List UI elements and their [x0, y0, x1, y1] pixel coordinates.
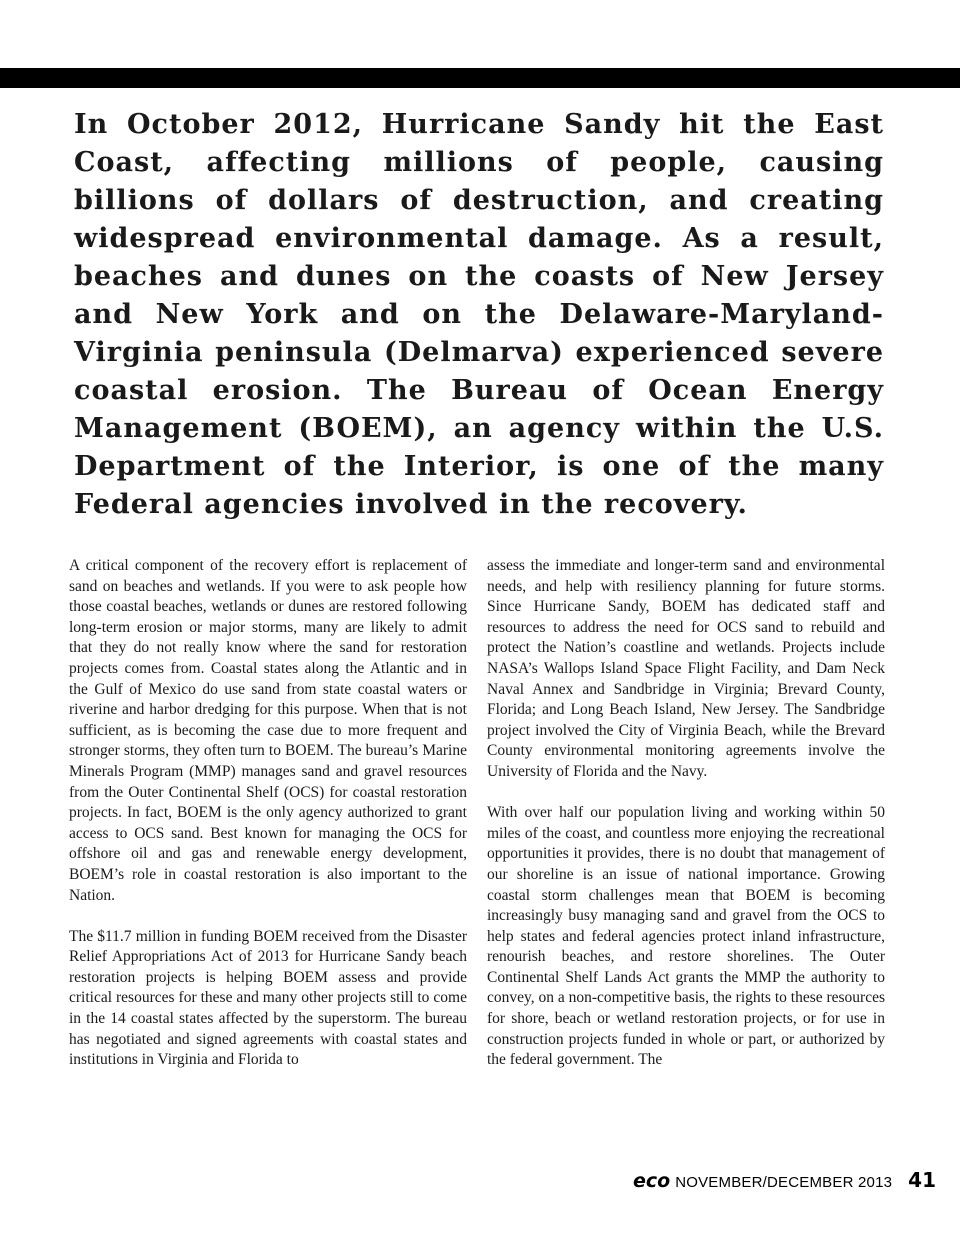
right-paragraph-2: With over half our population living and working within 50 miles of the coast, and countless more enjoying the recreational opportunities it provides, there is no doubt that management of our shoreline is an issue of national importance. Growing coastal storm challenges mean that BOEM is becoming increasingly busy managing sand and gravel from the OCS to help states and federal agencies protect inland infrastructure, renourish beaches, and restore shorelines. The Outer Continental Shelf Lands Act grants the MMP the authority to convey, on a non-competitive basis, the rights to these resources for shore, beach or wetland restoration projects, or for use in construction projects funded in whole or part, or authorized by the federal government. The: [487, 804, 886, 1069]
left-paragraph-2: The $11.7 million in funding BOEM received from the Disaster Relief Appropriations Act of 2013 for Hurricane Sandy beach restoration projects is helping BOEM assess and provide critical resources for these and many other projects still to come in the 14 coastal states affected by the superstorm. The bureau has negotiated and signed agreements with coastal states and institutions in Virginia and Florida to: [69, 927, 467, 1069]
intro-paragraph: In October 2012, Hurricane Sandy hit the East Coast, affecting millions of people, causing billions of dollars of destruction, and creating widespread environmental damage. As a result, beaches and dunes on the coasts of New Jersey and New York and on the Delaware-Maryland-Virginia peninsula (Delmarva) experienced severe coastal erosion. The Bureau of Ocean Energy Management (BOEM), an agency within the U.S. Department of the Interior, is one of the many Federal agencies involved in the recovery.: [74, 109, 884, 520]
page-footer: [610, 1168, 936, 1192]
magazine-logo: eco: [632, 1170, 671, 1192]
issue-date: NOVEMBER/DECEMBER 2013: [675, 1174, 893, 1191]
right-column: [487, 556, 885, 1091]
left-paragraph-1: A critical component of the recovery effort is replacement of sand on beaches and wetlands. If you were to ask people how those coastal beaches, wetlands or dunes are restored following long-term erosion or major storms, many are likely to admit that they do not really know where the sand for restoration projects comes from. Coastal states along the Atlantic and in the Gulf of Mexico do use sand from state coastal waters or riverine and harbor dredging for this purpose. When that is not sufficient, as is becoming the case due to more frequent and stronger storms, they often turn to BOEM. The bureau’s Marine Minerals Program (MMP) manages sand and gravel resources from the Outer Continental Shelf (OCS) for coastal restoration projects. In fact, BOEM is the only agency authorized to grant access to OCS sand. Best known for managing the OCS for offshore oil and gas and renewable energy development, BOEM’s role in coastal restoration is also important to the Nation.: [69, 557, 467, 904]
page-number: 41: [908, 1168, 936, 1192]
right-paragraph-1: assess the immediate and longer-term sand and environmental needs, and help with resiliency planning for future storms. Since Hurricane Sandy, BOEM has dedicated staff and resources to address the need for OCS sand to rebuild and protect the Nation’s coastline and wetlands. Projects include NASA’s Wallops Island Space Flight Facility, and Dam Neck Naval Annex and Sandbridge in Virginia; Brevard County, Florida; and Long Beach Island, New Jersey. The Sandbridge project involved the City of Virginia Beach, while the Brevard County environmental monitoring agreements involve the University of Florida and the Navy.: [487, 557, 885, 780]
top-header-bar: [0, 68, 960, 88]
left-column: [69, 556, 467, 1091]
